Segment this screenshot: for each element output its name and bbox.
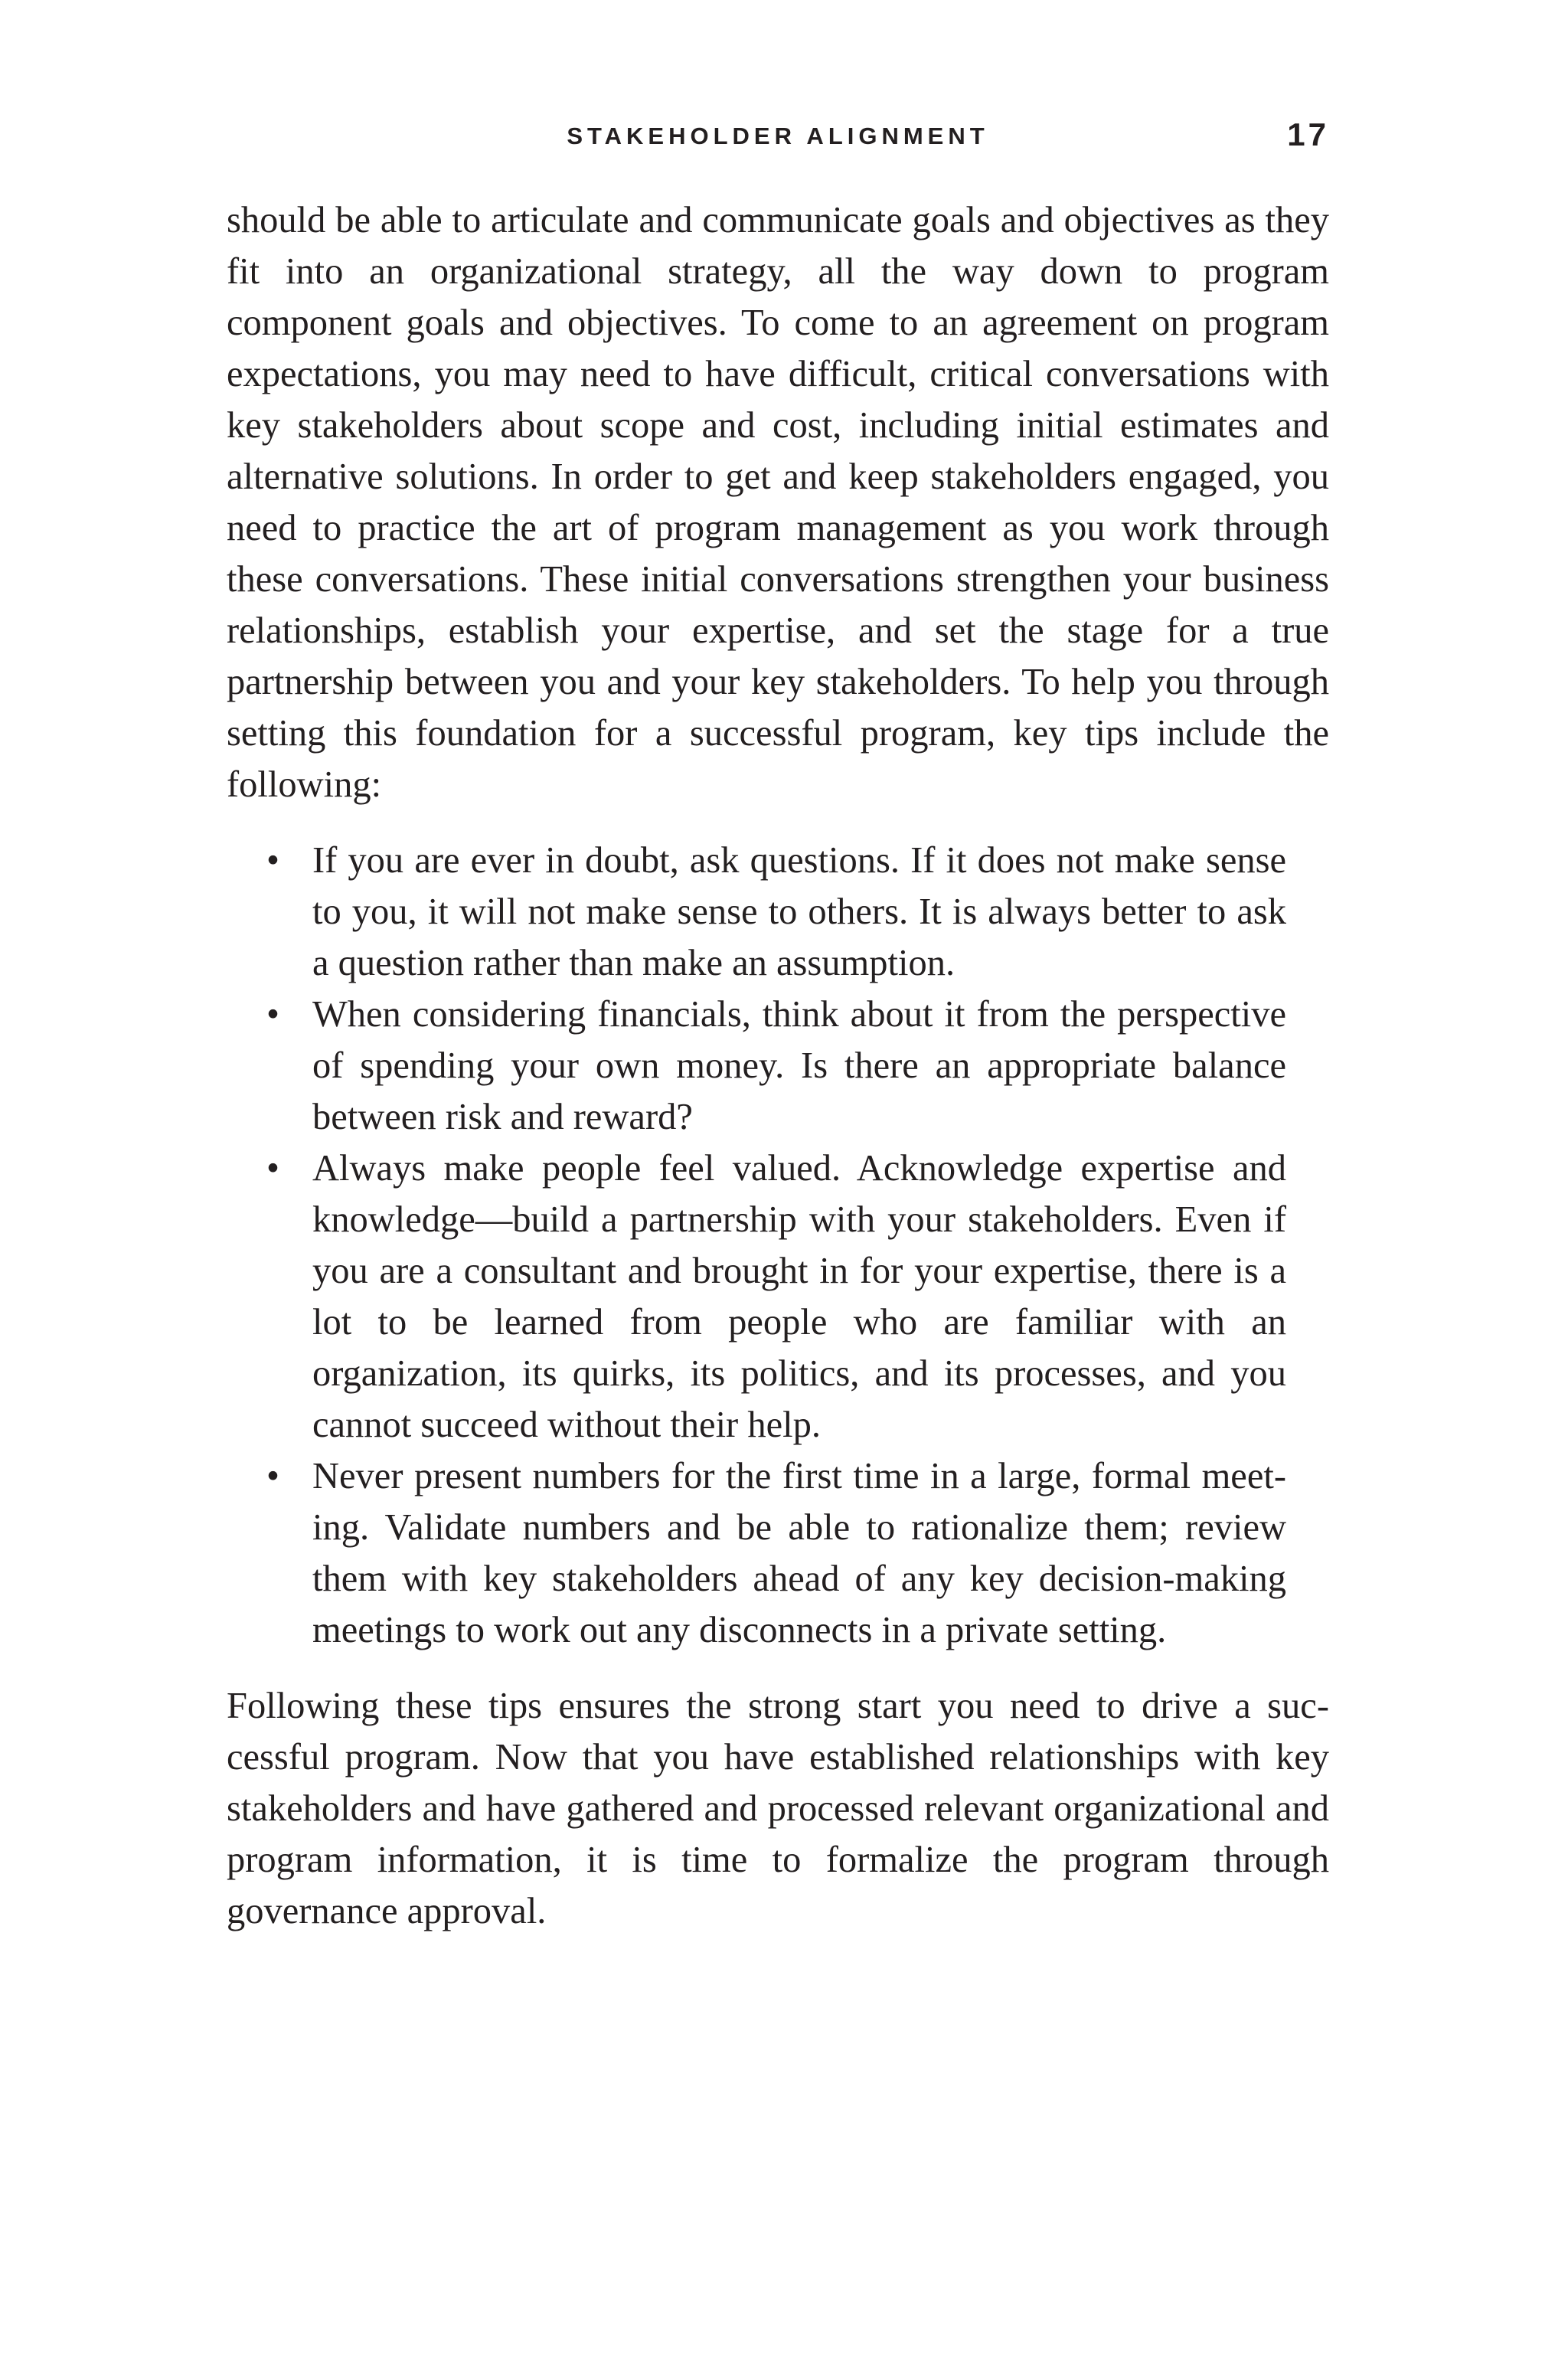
closing-paragraph: Following these tips ensures the strong start you need to drive a successful program. Now that you have established relationships with key stakeholders and have gathered and processed relevant organizational and program information, it is time to formalize the program through governance approval.	[227, 1686, 1329, 1931]
body-text	[227, 195, 1329, 1937]
bullet-icon: •	[266, 994, 279, 1035]
bullet-icon: •	[266, 1456, 279, 1496]
page-number: 17	[1287, 116, 1329, 152]
tip-text: Never present numbers for the first time in a large, formal meeting. Validate numbers and be able to rationalize them; review them with key stakeholders ahead of any key decision-making meetings to work out any disconnects in a private setting.	[312, 1456, 1286, 1650]
tip-text: When considering financials, think about it from the perspective of spending your own money. Is there an appropriate balance between risk and reward?	[312, 994, 1286, 1137]
tip-item	[227, 989, 1286, 1143]
tip-item	[227, 835, 1286, 989]
tip-text: If you are ever in doubt, ask questions. If it does not make sense to you, it will not make sense to others. It is always better to ask a question rather than make an assumption.	[312, 840, 1286, 983]
tip-text: Always make people feel valued. Acknowledge expertise and knowledge—build a partnership with your stakeholders. Even if you are a consultant and brought in for your expertise, there is a lot to be learned from people who are familiar with an organization, its quirks, its politics, and its processes, and you cannot succeed without their help.	[312, 1148, 1286, 1445]
bullet-icon: •	[266, 1148, 279, 1189]
intro-paragraph: should be able to articulate and communicate goals and objectives as they fit into an organizational strategy, all the way down to program component goals and objectives. To come to an agreement on program expectations, you may need to have difficult, critical conversations with key stakeholders about scope and cost, including initial estimates and alternative solutions. In order to get and keep stakeholders engaged, you need to practice the art of program management as you work through these conversations. These initial conversations strengthen your business relationships, establish your expertise, and set the stage for a true partnership between you and your key stakeholders. To help you through setting this foundation for a successful program, key tips include the following:	[227, 200, 1329, 805]
tips-list	[227, 835, 1286, 1656]
tip-item	[227, 1143, 1286, 1451]
bullet-icon: •	[266, 840, 279, 881]
running-head	[227, 116, 1329, 159]
tip-item	[227, 1451, 1286, 1656]
running-title: STAKEHOLDER ALIGNMENT	[567, 123, 989, 149]
